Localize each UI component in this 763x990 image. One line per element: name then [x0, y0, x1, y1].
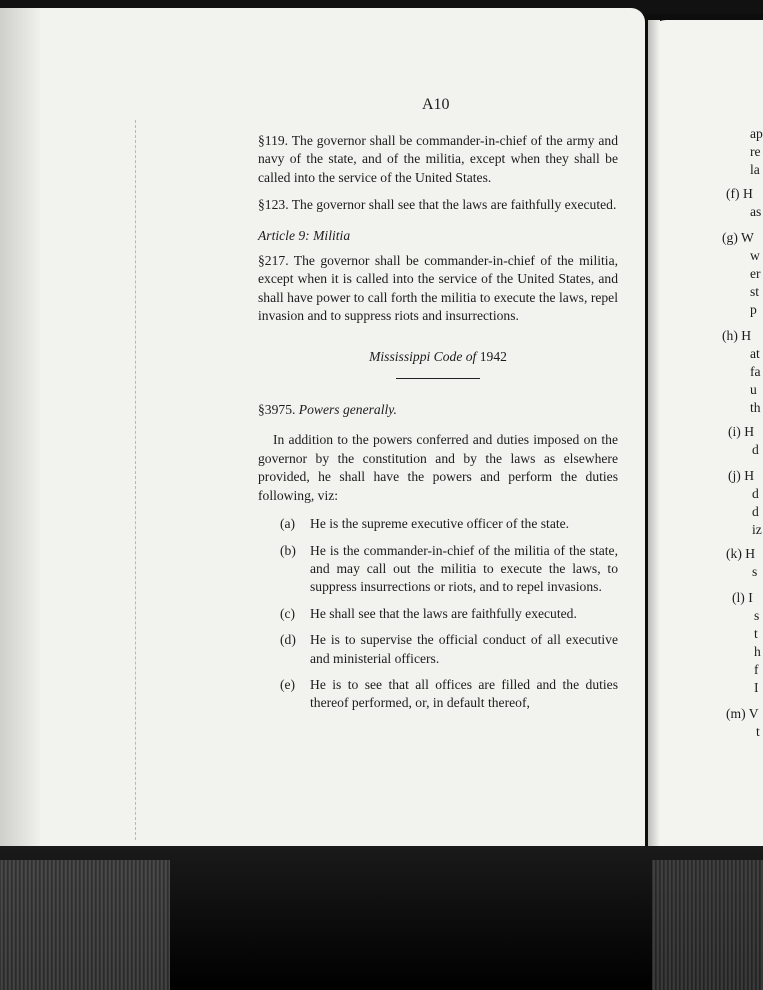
- right-fragment: st: [750, 284, 760, 299]
- page-edges-right: [652, 860, 763, 990]
- list-item-text: He is to see that all offices are filled and the duties thereof performed, or, in default thereof,: [310, 676, 618, 711]
- list-item-text: He is the supreme executive officer of the state.: [310, 516, 570, 532]
- code-title-year: 1942: [479, 348, 507, 364]
- margin-guide: [135, 120, 136, 840]
- code-title-name: Mississippi Code of: [369, 348, 477, 364]
- right-fragment: fa: [750, 364, 761, 379]
- list-item-text: He is the commander-in-chief of the militia of the state, and may call out the militia to execute the laws, to suppress insurrections or riots, and to repel invasions.: [310, 542, 618, 595]
- list-item: [280, 631, 618, 668]
- list-item-label: (d): [280, 632, 296, 648]
- right-fragment: as: [750, 204, 762, 219]
- right-fragment: er: [750, 266, 761, 281]
- list-item-text: He is to supervise the official conduct of all executive and ministerial officers.: [310, 632, 618, 666]
- right-item-label: (k) H: [726, 546, 756, 561]
- list-item-label: (a): [280, 516, 296, 532]
- right-fragment: I: [754, 680, 759, 695]
- right-fragment: at: [750, 346, 760, 361]
- right-fragment: h: [754, 644, 761, 659]
- right-fragment: iz: [752, 522, 762, 537]
- left-page-text: [258, 132, 618, 721]
- right-fragment: th: [750, 400, 761, 415]
- right-page-gutter-shadow: [648, 20, 660, 855]
- list-item: [280, 676, 618, 713]
- right-fragment: d: [752, 504, 759, 519]
- left-page-shadow: [0, 8, 40, 846]
- right-fragment: d: [752, 442, 759, 457]
- right-fragment: s: [752, 564, 758, 579]
- list-item: [280, 515, 618, 533]
- right-fragment: t: [756, 724, 760, 739]
- section-3975-intro: In addition to the powers conferred and duties imposed on the governor by the constitution and by the laws as elsewhere provided, he shall have the powers and perform the duties following, viz:: [258, 432, 618, 503]
- list-item-text: He shall see that the laws are faithfully executed.: [310, 605, 577, 621]
- section-divider: [396, 378, 480, 379]
- right-item-label: (i) H: [728, 424, 755, 439]
- right-item-label: (l) I: [732, 590, 753, 605]
- list-item-label: (c): [280, 605, 296, 621]
- right-item-label: (g) W: [722, 230, 754, 245]
- page-edges-left: [0, 860, 170, 990]
- section-3975-number: §3975.: [258, 402, 296, 418]
- list-item: [280, 605, 618, 623]
- right-item-label: (f) H: [726, 186, 753, 201]
- section-3975-title: Powers generally.: [298, 402, 397, 418]
- right-fragment: p: [750, 302, 757, 317]
- section-3975-heading: [258, 401, 618, 419]
- list-item-label: (e): [280, 676, 296, 692]
- right-fragment: w: [750, 248, 760, 263]
- right-fragment: la: [750, 162, 760, 177]
- right-fragment: s: [754, 608, 760, 623]
- section-217: §217. The governor shall be commander-in-chief of the militia, except when it is called into the service of the United States, and shall have power to call forth the militia to execute the laws, repel invasion and to suppress riots and insurrections.: [258, 253, 618, 324]
- list-item: [280, 542, 618, 597]
- list-item-label: (b): [280, 542, 296, 558]
- section-123: §123. The governor shall see that the laws are faithfully executed.: [258, 197, 617, 213]
- right-fragment: f: [754, 662, 759, 677]
- right-fragment: ap: [750, 126, 763, 141]
- article-heading: Article 9: Militia: [258, 227, 351, 243]
- right-item-label: (h) H: [722, 328, 752, 343]
- right-item-label: (j) H: [728, 468, 755, 483]
- right-item-label: (m) V: [726, 706, 759, 721]
- right-fragment: u: [750, 382, 757, 397]
- right-fragment: t: [754, 626, 758, 641]
- right-fragment: re: [750, 144, 761, 159]
- section-119: §119. The governor shall be commander-in-chief of the army and navy of the state, and of the militia, except when they shall be called into the service of the United States.: [258, 133, 618, 185]
- right-fragment: d: [752, 486, 759, 501]
- page-number: A10: [422, 96, 450, 113]
- code-title: [258, 348, 618, 366]
